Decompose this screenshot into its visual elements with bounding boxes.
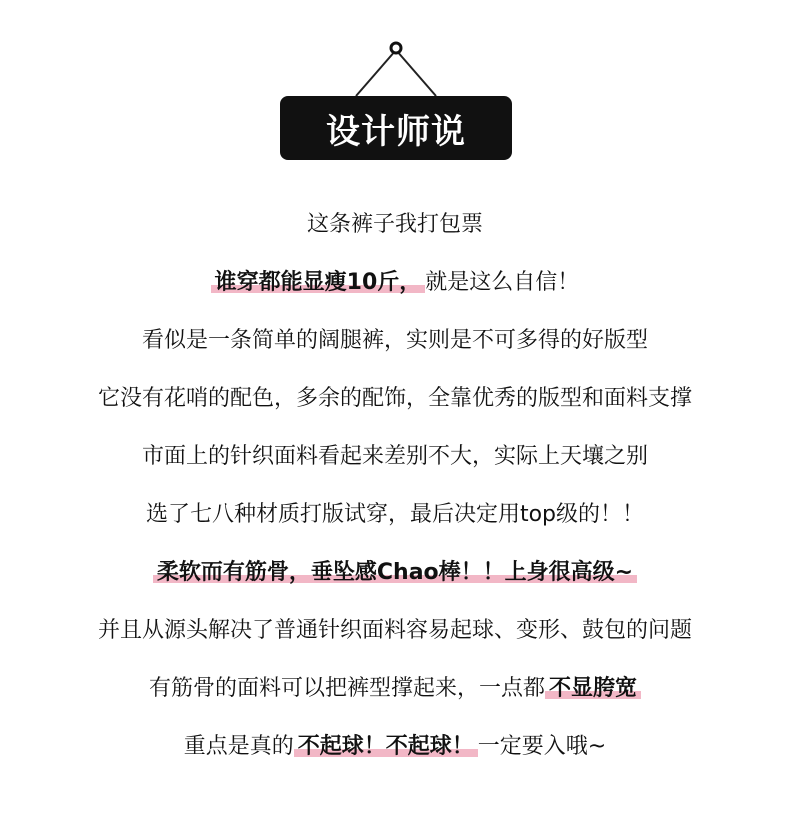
line-text: 这条裤子我打包票 [306, 212, 483, 237]
line-text: 重点是真的 [183, 734, 294, 759]
text-line-5 [0, 441, 790, 473]
line-text: 选了七八种材质打版试穿，最后决定用top级的！！ [145, 502, 645, 527]
line-text: 它没有花哨的配色，多余的配饰，全靠优秀的版型和面料支撑 [97, 386, 692, 411]
highlighted-text: 柔软而有筋骨，垂坠感Chao棒！！上身很高级~ [153, 560, 637, 585]
line-text: 并且从源头解决了普通针织面料容易起球、变形、鼓包的问题 [97, 618, 692, 643]
text-line-6 [0, 499, 790, 531]
text-line-7 [0, 557, 790, 589]
line-text: 就是这么自信！ [425, 270, 580, 295]
highlighted-text: 不显胯宽 [545, 676, 641, 701]
line-text: 有筋骨的面料可以把裤型撑起来，一点都 [148, 676, 545, 701]
line-text: 一定要入哦~ [477, 734, 607, 759]
hanger-nail-icon [391, 43, 401, 53]
line-text: 看似是一条简单的阔腿裤，实则是不可多得的好版型 [141, 328, 648, 353]
highlighted-text: 不起球！不起球！ [294, 734, 478, 759]
text-line-2 [0, 267, 790, 299]
line-text: 市面上的针织面料看起来差别不大，实际上天壤之别 [141, 444, 648, 469]
text-line-8 [0, 615, 790, 647]
title-sign [280, 96, 512, 160]
hanger-string [0, 0, 790, 110]
hanger-line-left [356, 50, 396, 96]
hanger-line-right [396, 50, 436, 96]
highlighted-text: 谁穿都能显瘦10斤， [211, 270, 426, 295]
text-line-9 [0, 673, 790, 705]
text-line-3 [0, 325, 790, 357]
page-title: 设计师说 [326, 111, 466, 152]
text-line-10 [0, 731, 790, 763]
text-line-1 [0, 209, 790, 241]
text-line-4 [0, 383, 790, 415]
